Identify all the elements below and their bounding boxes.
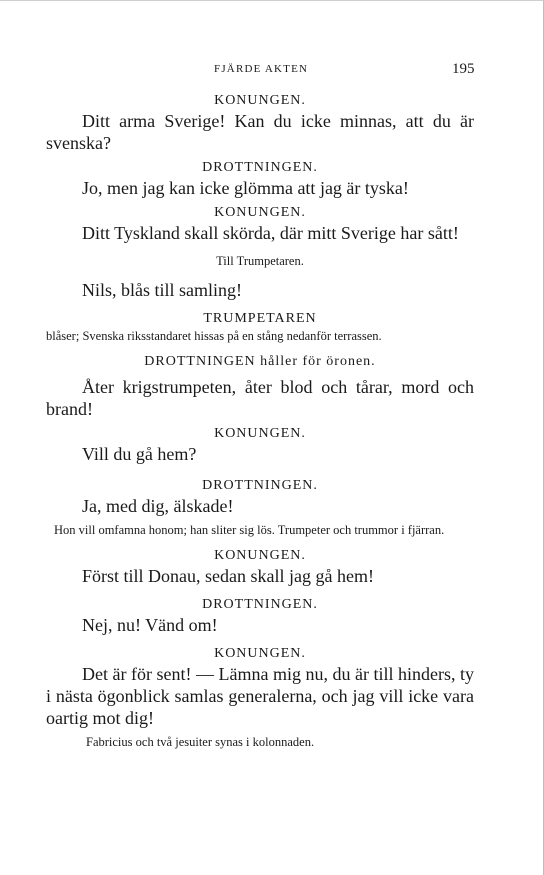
speech: Åter krigstrumpeten, åter blod och tårar, mord och brand!: [46, 377, 474, 419]
page-number: 195: [452, 61, 475, 77]
speaker-heading: DROTTNINGEN.: [202, 597, 318, 612]
speech: Ditt Tyskland skall skörda, där mitt Sverige har sått!: [82, 223, 459, 243]
stage-direction: Fabricius och två jesuiter synas i kolonnaden.: [86, 735, 315, 749]
speaker-heading: DROTTNINGEN.: [202, 160, 318, 175]
play-text: [46, 92, 474, 751]
speech: Ditt arma Sverige! Kan du icke minnas, att du är svenska?: [46, 111, 474, 153]
speech: Nej, nu! Vänd om!: [82, 615, 218, 635]
speaker-heading: KONUNGEN.: [214, 93, 306, 108]
speech: Nils, blås till samling!: [82, 280, 242, 300]
speaker-heading: KONUNGEN.: [214, 205, 306, 220]
running-head: [0, 63, 544, 81]
running-title: FJÄRDE AKTEN: [214, 63, 309, 75]
speaker-heading: TRUMPETAREN: [203, 311, 317, 326]
stage-direction: Till Trumpetaren.: [216, 254, 304, 268]
speaker-heading: DROTTNINGEN håller för öronen.: [144, 354, 376, 369]
speech: Ja, med dig, älskade!: [82, 496, 234, 516]
stage-direction: blåser; Svenska riksstandaret hissas på en stång nedanför terrassen.: [46, 329, 382, 343]
speaker-heading: KONUNGEN.: [214, 646, 306, 661]
speech: Det är för sent! — Lämna mig nu, du är till hinders, ty i nästa ögonblick samlas generalerna, och jag vill icke vara oartig mot dig!: [46, 664, 474, 728]
speaker-heading: KONUNGEN.: [214, 548, 306, 563]
speaker-heading: KONUNGEN.: [214, 426, 306, 441]
speech: Jo, men jag kan icke glömma att jag är tyska!: [82, 178, 409, 198]
speaker-heading: DROTTNINGEN.: [202, 478, 318, 493]
speech: Först till Donau, sedan skall jag gå hem!: [82, 566, 374, 586]
stage-direction: Hon vill omfamna honom; han sliter sig lös. Trumpeter och trummor i fjärran.: [54, 523, 445, 537]
speech: Vill du gå hem?: [82, 444, 197, 464]
